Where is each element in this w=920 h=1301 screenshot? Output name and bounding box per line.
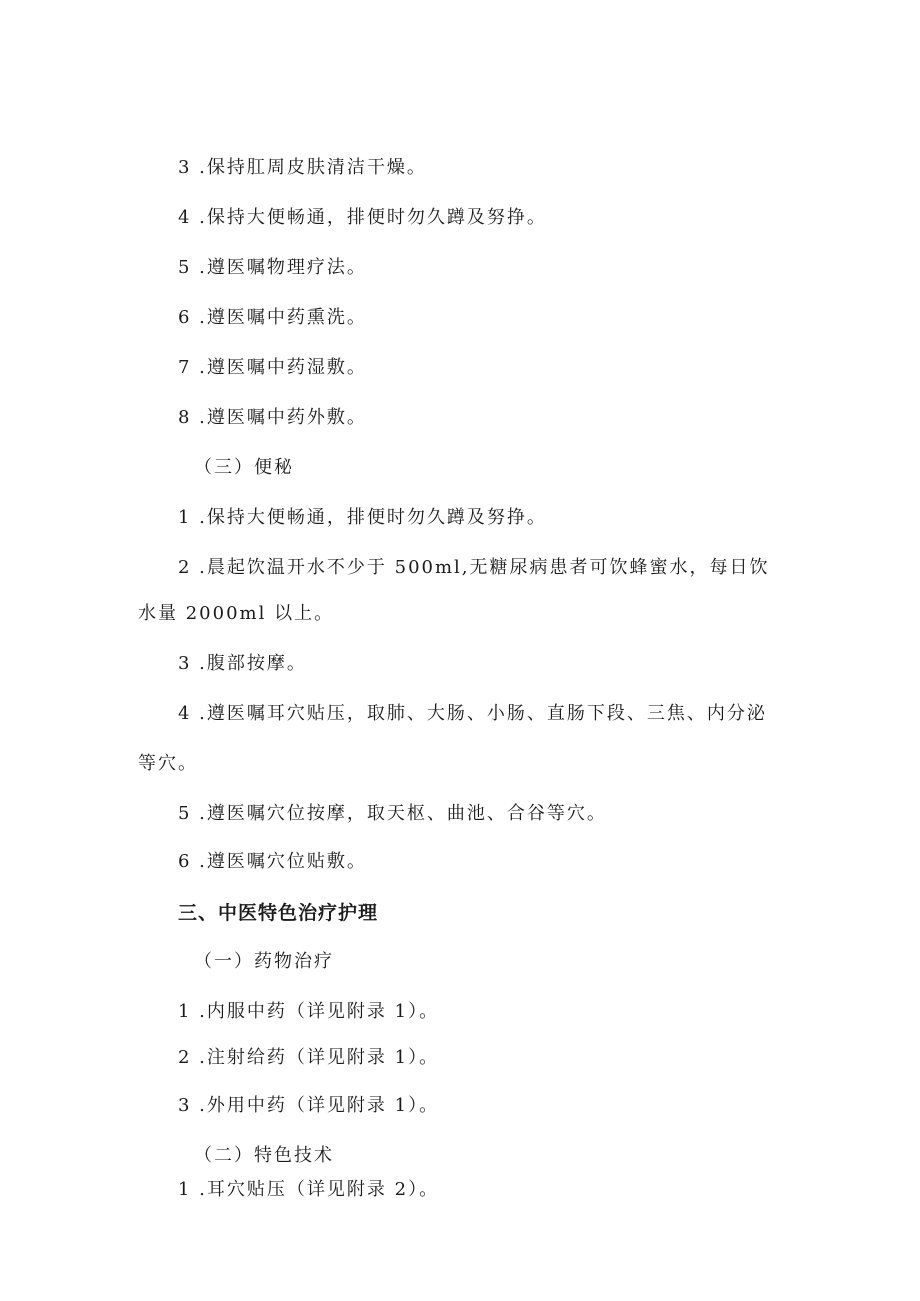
list-item: 6 .遵医嘱穴位贴敷。	[178, 851, 367, 872]
list-item: 1 .耳穴贴压（详见附录 2）。	[178, 1179, 440, 1200]
list-item: 6 .遵医嘱中药熏洗。	[178, 307, 367, 328]
list-item: 4 .保持大便畅通，排便时勿久蹲及努挣。	[178, 207, 547, 228]
subsection-heading: （二）特色技术	[194, 1145, 334, 1166]
list-item: 5 .遵医嘱物理疗法。	[178, 257, 367, 278]
subsection-heading: （一）药物治疗	[194, 951, 334, 972]
list-item: 4 .遵医嘱耳穴贴压，取肺、大肠、小肠、直肠下段、三焦、内分泌	[178, 703, 767, 724]
list-item: 8 .遵医嘱中药外敷。	[178, 407, 367, 428]
list-item: 2 .注射给药（详见附录 1）。	[178, 1047, 440, 1068]
list-item: 1 .内服中药（详见附录 1）。	[178, 1001, 440, 1022]
list-item: 3 .腹部按摩。	[178, 653, 307, 674]
list-item-continuation: 水量 2000ml 以上。	[138, 603, 335, 624]
section-heading: 三、中医特色治疗护理	[178, 902, 379, 924]
subsection-heading: （三）便秘	[194, 457, 294, 478]
list-item: 7 .遵医嘱中药湿敷。	[178, 357, 367, 378]
list-item-continuation: 等穴。	[138, 753, 198, 774]
list-item: 1 .保持大便畅通，排便时勿久蹲及努挣。	[178, 507, 547, 528]
list-item: 2 .晨起饮温开水不少于 500ml,无糖尿病患者可饮蜂蜜水，每日饮	[178, 557, 770, 578]
list-item: 3 .外用中药（详见附录 1）。	[178, 1095, 440, 1116]
list-item: 5 .遵医嘱穴位按摩，取天枢、曲池、合谷等穴。	[178, 803, 607, 824]
list-item: 3 .保持肛周皮肤清洁干燥。	[178, 157, 427, 178]
